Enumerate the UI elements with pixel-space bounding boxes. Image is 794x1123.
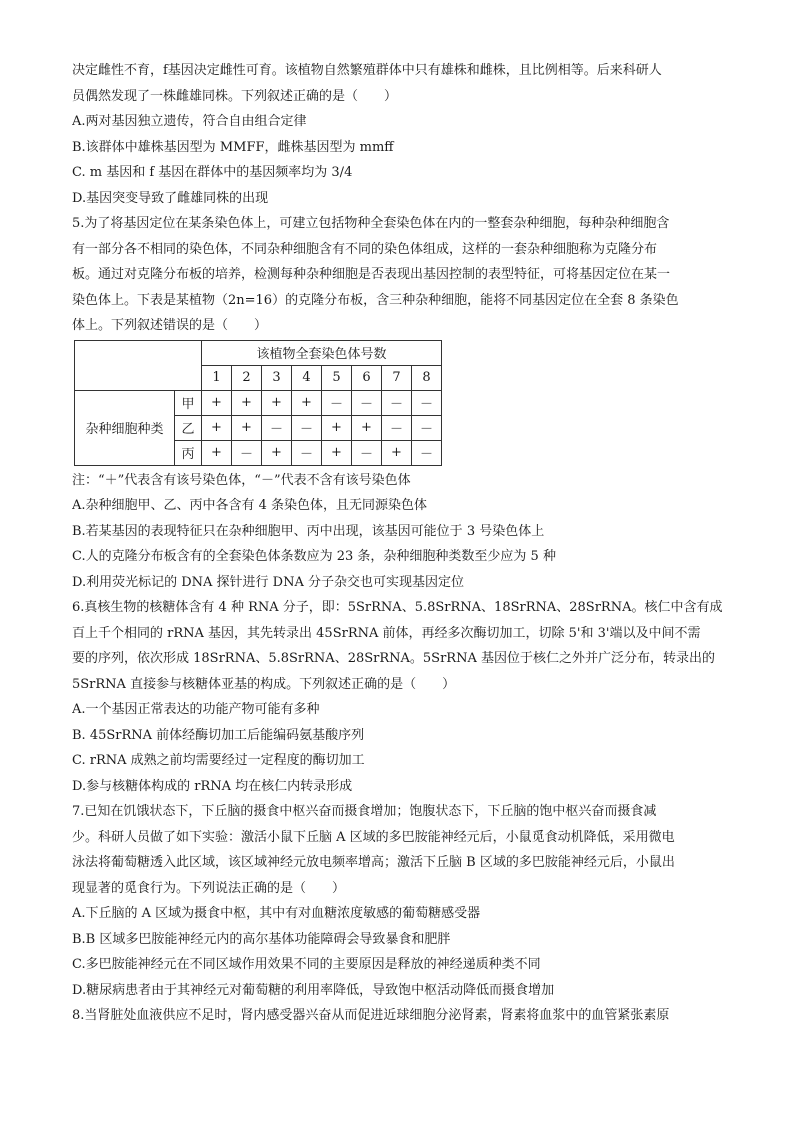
table-cell: + (382, 440, 412, 465)
table-header: 该植物全套染色体号数 (202, 340, 442, 365)
q7-stem-line-1: 7.已知在饥饿状态下，下丘脑的摄食中枢兴奋而摄食增加；饱腹状态下，下丘脑的饱中枢兴奋而摄食减 (72, 804, 657, 819)
q4-stem-line-2: 员偶然发现了一株雌雄同株。下列叙述正确的是（ ） (72, 88, 398, 104)
table-corner-cell (75, 340, 202, 390)
clone-distribution-table (74, 340, 442, 466)
table-cell: － (352, 440, 382, 465)
table-cell: － (412, 440, 442, 465)
q7-option-b: B.B 区域多巴胺能神经元内的高尔基体功能障碍会导致暴食和肥胖 (72, 931, 451, 947)
q7-option-a: A.下丘脑的 A 区域为摄食中枢，其中有对血糖浓度敏感的葡萄糖感受器 (72, 906, 481, 921)
q4-option-b: B.该群体中雄株基因型为 MMFF，雌株基因型为 mmff (72, 139, 394, 155)
table-cell: + (322, 415, 352, 440)
table-cell: － (322, 390, 352, 415)
table-cell: + (232, 415, 262, 440)
q5-stem-line-4: 染色体上。下表是某植物（2n=16）的克隆分布板，含三种杂种细胞，能将不同基因定位在全套 8 条染色 (72, 292, 679, 308)
q6-option-b: B. 45SrRNA 前体经酶切加工后能编码氨基酸序列 (72, 727, 365, 743)
q5-option-c: C.人的克隆分布板含有的全套染色体条数应为 23 条，杂种细胞种类数至少应为 5 种 (72, 549, 556, 564)
q7-stem-line-4: 现显著的觅食行为。下列说法正确的是（ ） (72, 880, 346, 896)
q5-option-a: A.杂种细胞甲、乙、丙中各含有 4 条染色体，且无同源染色体 (72, 498, 428, 513)
q5-option-b: B.若某基因的表现特征只在杂种细胞甲、丙中出现，该基因可能位于 3 号染色体上 (72, 523, 545, 539)
q5-stem-line-5: 体上。下列叙述错误的是（ ） (72, 318, 268, 333)
chromosome-number: 5 (322, 365, 352, 390)
q5-stem-line-3: 板。通过对克隆分布板的培养，检测每种杂种细胞是否表现出基因控制的表型特征，可将基因定位在某一 (72, 267, 671, 282)
q5-stem-line-1: 5.为了将基因定位在某条染色体上，可建立包括物种全套染色体在内的一整套杂种细胞，每种杂种细胞含 (72, 216, 670, 231)
cell-type-bing: 丙 (175, 440, 202, 465)
chromosome-number: 6 (352, 365, 382, 390)
chromosome-number: 2 (232, 365, 262, 390)
table-cell: － (292, 440, 322, 465)
table-cell: － (352, 390, 382, 415)
cell-type-yi: 乙 (175, 415, 202, 440)
chromosome-number: 4 (292, 365, 322, 390)
table-cell: － (232, 440, 262, 465)
table-cell: + (292, 390, 322, 415)
table-cell: + (322, 440, 352, 465)
table-cell: + (202, 390, 232, 415)
table-cell: － (412, 415, 442, 440)
chromosome-number: 8 (412, 365, 442, 390)
q6-option-d: D.参与核糖体构成的 rRNA 均在核仁内转录形成 (72, 778, 353, 794)
table-cell: － (262, 415, 292, 440)
table-cell: + (202, 440, 232, 465)
q4-option-c: C. m 基因和 f 基因在群体中的基因频率均为 3/4 (72, 165, 353, 180)
table-cell: + (202, 415, 232, 440)
q7-option-c: C.多巴胺能神经元在不同区域作用效果不同的主要原因是释放的神经递质种类不同 (72, 957, 541, 972)
table-cell: + (262, 440, 292, 465)
q7-stem-line-2: 少。科研人员做了如下实验：激活小鼠下丘脑 A 区域的多巴胺能神经元后，小鼠觅食动机降低，采用微电 (72, 829, 675, 845)
table-cell: － (292, 415, 322, 440)
q6-stem-line-2: 百上千个相同的 rRNA 基因，其先转录出 45SrRNA 前体，再经多次酶切加工，切除 5'和 3'端以及中间不需 (72, 625, 701, 641)
q6-option-a: A.一个基因正常表达的功能产物可能有多种 (72, 702, 320, 717)
q6-stem-line-3: 要的序列，依次形成 18SrRNA、5.8SrRNA、28SrRNA。5SrRNA 基因位于核仁之外并广泛分布，转录出的 (72, 651, 715, 666)
table-cell: + (232, 390, 262, 415)
table-cell: + (262, 390, 292, 415)
q4-option-a: A.两对基因独立遗传，符合自由组合定律 (72, 114, 307, 129)
row-group-label: 杂种细胞种类 (75, 390, 175, 465)
q5-option-d: D.利用荧光标记的 DNA 探针进行 DNA 分子杂交也可实现基因定位 (72, 574, 464, 590)
table-cell: － (382, 415, 412, 440)
q6-stem-line-1: 6.真核生物的核糖体含有 4 种 RNA 分子，即：5SrRNA、5.8SrRNA、18SrRNA、28SrRNA。核仁中含有成 (72, 600, 722, 615)
exam-page (72, 58, 722, 1029)
cell-type-jia: 甲 (175, 390, 202, 415)
table-cell: － (382, 390, 412, 415)
q7-stem-line-3: 泳法将葡萄糖透入此区域，该区域神经元放电频率增高；激活下丘脑 B 区域的多巴胺能神经元后，小鼠出 (72, 855, 675, 870)
q8-stem-line-1: 8.当肾脏处血液供应不足时，肾内感受器兴奋从而促进近球细胞分泌肾素，肾素将血浆中的血管紧张素原 (72, 1008, 670, 1023)
table-cell: － (412, 390, 442, 415)
chromosome-number: 1 (202, 365, 232, 390)
q4-stem-line-1: 决定雌性不育，f基因决定雌性可育。该植物自然繁殖群体中只有雄株和雌株，且比例相等。后来科研人 (72, 63, 662, 78)
table-cell: + (352, 415, 382, 440)
chromosome-number: 3 (262, 365, 292, 390)
q4-option-d: D.基因突变导致了雌雄同株的出现 (72, 190, 269, 206)
chromosome-number: 7 (382, 365, 412, 390)
q5-table-note: 注：“＋”代表含有该号染色体，“－”代表不含有该号染色体 (72, 472, 411, 488)
q7-option-d: D.糖尿病患者由于其神经元对葡萄糖的利用率降低，导致饱中枢活动降低而摄食增加 (72, 982, 555, 998)
q6-stem-line-4: 5SrRNA 直接参与核糖体亚基的构成。下列叙述正确的是（ ） (72, 676, 456, 692)
q5-stem-line-2: 有一部分各不相同的染色体，不同杂种细胞含有不同的染色体组成，这样的一套杂种细胞称为克隆分布 (72, 241, 658, 257)
q6-option-c: C. rRNA 成熟之前均需要经过一定程度的酶切加工 (72, 753, 365, 768)
